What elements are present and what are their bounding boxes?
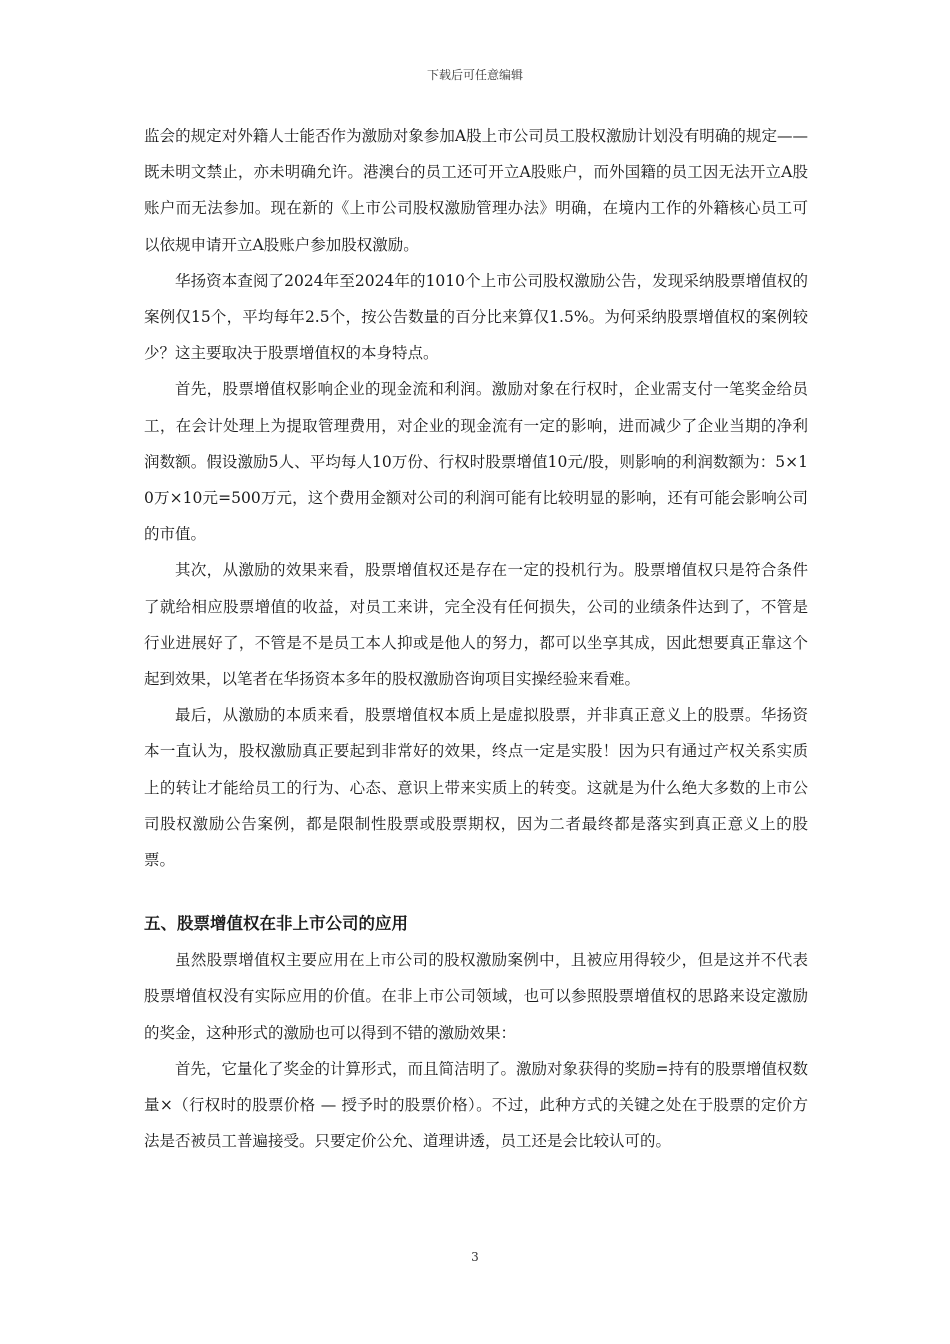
section-heading: 五、股票增值权在非上市公司的应用 (144, 914, 408, 934)
paragraph: 虽然股票增值权主要应用在上市公司的股权激励案例中，且被应用得较少，但是这并不代表股票增值权没有实际应用的价值。在非上市公司领域，也可以参照股票增值权的思路来设定激励的奖金，这种形式的激励也可以得到不错的激励效果： (144, 951, 808, 1042)
paragraph-continued: 监会的规定对外籍人士能否作为激励对象参加A股上市公司员工股权激励计划没有明确的规定——既未明文禁止，亦未明确允许。港澳台的员工还可开立A股账户，而外国籍的员工因无法开立A股账户而无法参加。现在新的《上市公司股权激励管理办法》明确，在境内工作的外籍核心员工可以依规申请开立A股账户参加股权激励。 (144, 127, 808, 254)
document-body (144, 118, 808, 1159)
page-number: 3 (471, 1250, 479, 1264)
page-header: 下载后可任意编辑 (426, 68, 523, 82)
paragraph: 最后，从激励的本质来看，股票增值权本质上是虚拟股票，并非真正意义上的股票。华扬资本一直认为，股权激励真正要起到非常好的效果，终点一定是实股！因为只有通过产权关系实质上的转让才能给员工的行为、心态、意识上带来实质上的转变。这就是为什么绝大多数的上市公司股权激励公告案例，都是限制性股票或股票期权，因为二者最终都是落实到真正意义上的股票。 (144, 706, 808, 870)
paragraph: 首先，股票增值权影响企业的现金流和利润。激励对象在行权时，企业需支付一笔奖金给员工，在会计处理上为提取管理费用，对企业的现金流有一定的影响，进而减少了企业当期的净利润数额。假设激励5人、平均每人10万份、行权时股票增值10元/股，则影响的利润数额为：5×10万×10元=500万元，这个费用金额对公司的利润可能有比较明显的影响，还有可能会影响公司的市值。 (144, 380, 808, 544)
paragraph: 其次，从激励的效果来看，股票增值权还是存在一定的投机行为。股票增值权只是符合条件了就给相应股票增值的收益，对员工来讲，完全没有任何损失，公司的业绩条件达到了，不管是行业进展好了，不管是不是员工本人抑或是他人的努力，都可以坐享其成，因此想要真正靠这个起到效果，以笔者在华扬资本多年的股权激励咨询项目实操经验来看难。 (144, 561, 808, 689)
paragraph: 首先，它量化了奖金的计算形式，而且简洁明了。激励对象获得的奖励=持有的股票增值权数量×（行权时的股票价格 — 授予时的股票价格）。不过，此种方式的关键之处在于股票的定价方法是否被员工普遍接受。只要定价公允、道理讲透，员工还是会比较认可的。 (144, 1059, 808, 1151)
paragraph: 华扬资本查阅了2024年至2024年的1010个上市公司股权激励公告，发现采纳股票增值权的案例仅15个，平均每年2.5个，按公告数量的百分比来算仅1.5%。为何采纳股票增值权的案例较少？这主要取决于股票增值权的本身特点。 (144, 271, 808, 363)
